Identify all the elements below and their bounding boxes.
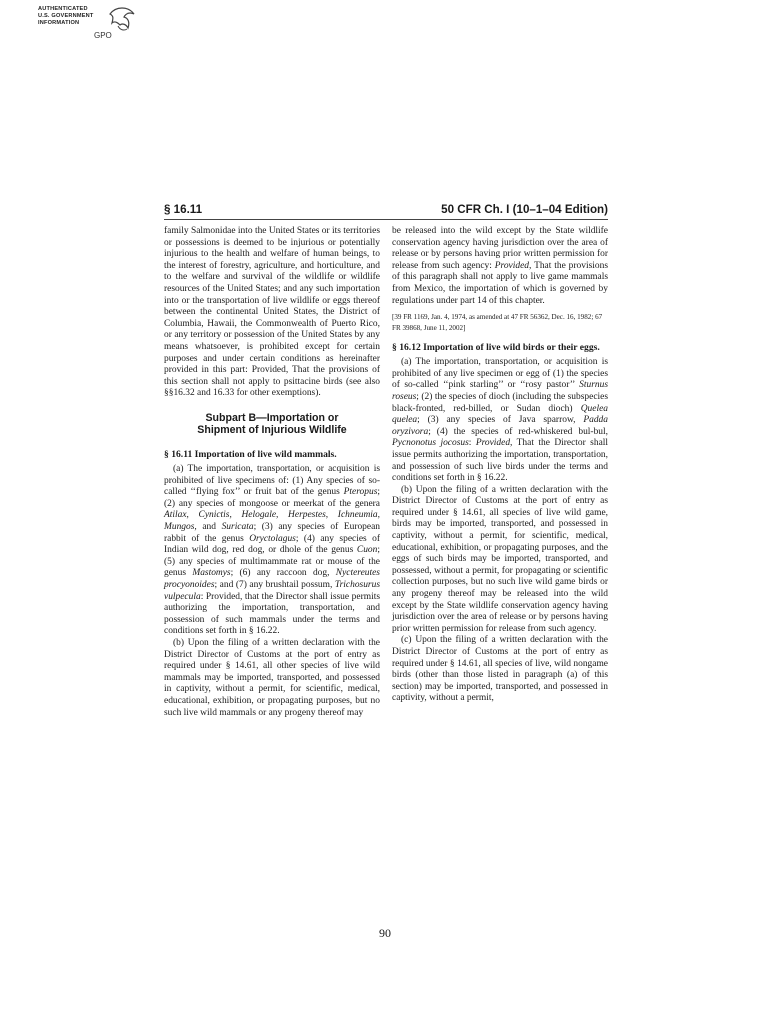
continued-paragraph: be released into the wild except by the State wildlife conservation agency having jurisdiction over the area of release or by persons having prior written permission for release from such agency: Provided, That the provisions of this paragraph shall not apply to live game mammals from Mexico, the importation of which is governed by regulations under part 14 of this chapter. (392, 226, 609, 306)
right-column (392, 226, 608, 705)
section-16-11-heading: § 16.11 Importation of live wild mammals. (164, 448, 337, 460)
page-number: 90 (379, 926, 391, 940)
header-edition: 50 CFR Ch. I (10–1–04 Edition) (441, 203, 608, 216)
header-section-number: § 16.11 (164, 203, 203, 216)
logo-line-information: INFORMATION (38, 20, 80, 26)
history-citation: [39 FR 1169, Jan. 4, 1974, as amended at 47 FR 56362, Dec. 16, 1982; 67 FR 39868, June 11, 2002] (392, 313, 603, 332)
logo-gpo-text: GPO (94, 31, 112, 40)
left-column (164, 226, 380, 719)
subpart-heading-line1: Subpart B—Importation or (205, 411, 339, 424)
section-16-11-paragraph-b: (b) Upon the filing of a written declaration with the District Director of Customs at the port of entry as required under § 14.61, all other species of live wild mammals may be imported, transported, and possessed in captivity, without a permit, for scientific, medical, educational, exhibition, or propagating purposes, but no such live wild mammals or any progeny thereof may (164, 638, 380, 718)
logo-line-authenticated: AUTHENTICATED (38, 6, 88, 12)
subpart-heading (164, 412, 380, 437)
section-16-11-paragraph-a: (a) The importation, transportation, or acquisition is prohibited of live specimens of: (1) Any species of so-called ‘‘flying fox’’ or fruit bat of the genus Pteropus; (2) any species of mongoose or meerkat of the genera Atilax, Cynictis, Helogale, Herpestes, Ichneumia, Mungos, and Suricata; (3) any species of European rabbit of the genus Oryctolagus; (4) any species of Indian wild dog, red dog, or dhole of the genus Cuon; (5) any species of multimammate rat or mouse of the genus Mastomys; (6) any raccoon dog, Nyctereutes procyonoides; and (7) any brushtail possum, Trichosurus vulpecula: Provided, that the Director shall issue permits authorizing the importation, transportation, and possession of such mammals under the terms and conditions set forth in § 16.22. (164, 464, 380, 637)
intro-paragraph: family Salmonidae into the United States or its territories or possessions is deemed to be injurious or potentially injurious to the health and welfare of human beings, to the interest of forestry, agriculture, and horticulture, and to the welfare and survival of the wildlife or wildlife resources of the United States; and any such importation into or the transportation of live wildlife or eggs thereof between the continental United States, the District of Columbia, Hawaii, the Commonwealth of Puerto Rico, or any territory or possession of the United States by any means whatsoever, is prohibited except for certain purposes and under certain conditions as hereinafter provided in this part: Provided, That the provisions of this section shall not apply to psittacine birds (see also §§16.32 and 16.33 for other exemptions). (164, 226, 380, 399)
section-16-12-paragraph-b: (b) Upon the filing of a written declaration with the District Director of Customs at the port of entry as required under § 14.61, all species of live wild game, birds may be imported, transported, and possessed in captivity, without a permit, for scientific, medical, educational, exhibition, or propagating purposes, and the eggs of such birds may be imported, transported, and possessed, without a permit, for propagating or scientific collection purposes, but no such live wild game birds or any progeny thereof may be released into the wild except by the State wildlife conservation agency having jurisdiction over the area of release or by persons having prior written permission for release from such agency. (392, 484, 608, 634)
gpo-authentication-logo (38, 4, 143, 44)
page-header (164, 203, 608, 220)
logo-line-government: U.S. GOVERNMENT (38, 13, 94, 19)
section-16-12-paragraph-c: (c) Upon the filing of a written declaration with the District Director of Customs at the port of entry as required under § 14.61, all species of live, wild nongame birds (other than those listed in paragraph (a) of this section) may be imported, transported, and possessed in captivity, without a permit, (392, 635, 608, 704)
section-16-12-heading: § 16.12 Importation of live wild birds or their eggs. (392, 341, 600, 353)
subpart-heading-line2: Shipment of Injurious Wildlife (197, 424, 347, 437)
section-16-12-paragraph-a: (a) The importation, transportation, or acquisition is prohibited of any live specimen or egg of (1) the species of so-called ‘‘pink starling’’ or ‘‘rosy pastor’’ Sturnus roseus; (2) the species of dioch (including the subspecies black-fronted, red-billed, or Sudan dioch) Quelea quelea; (3) any species of Java sparrow, Padda oryzivora; (4) the species of red-whiskered bul-bul, Pycnonotus jocosus: Provided, That the Director shall issue permits authorizing the importation, transportation, and possession of such live birds under the terms and conditions set forth in § 16.22. (392, 357, 609, 484)
